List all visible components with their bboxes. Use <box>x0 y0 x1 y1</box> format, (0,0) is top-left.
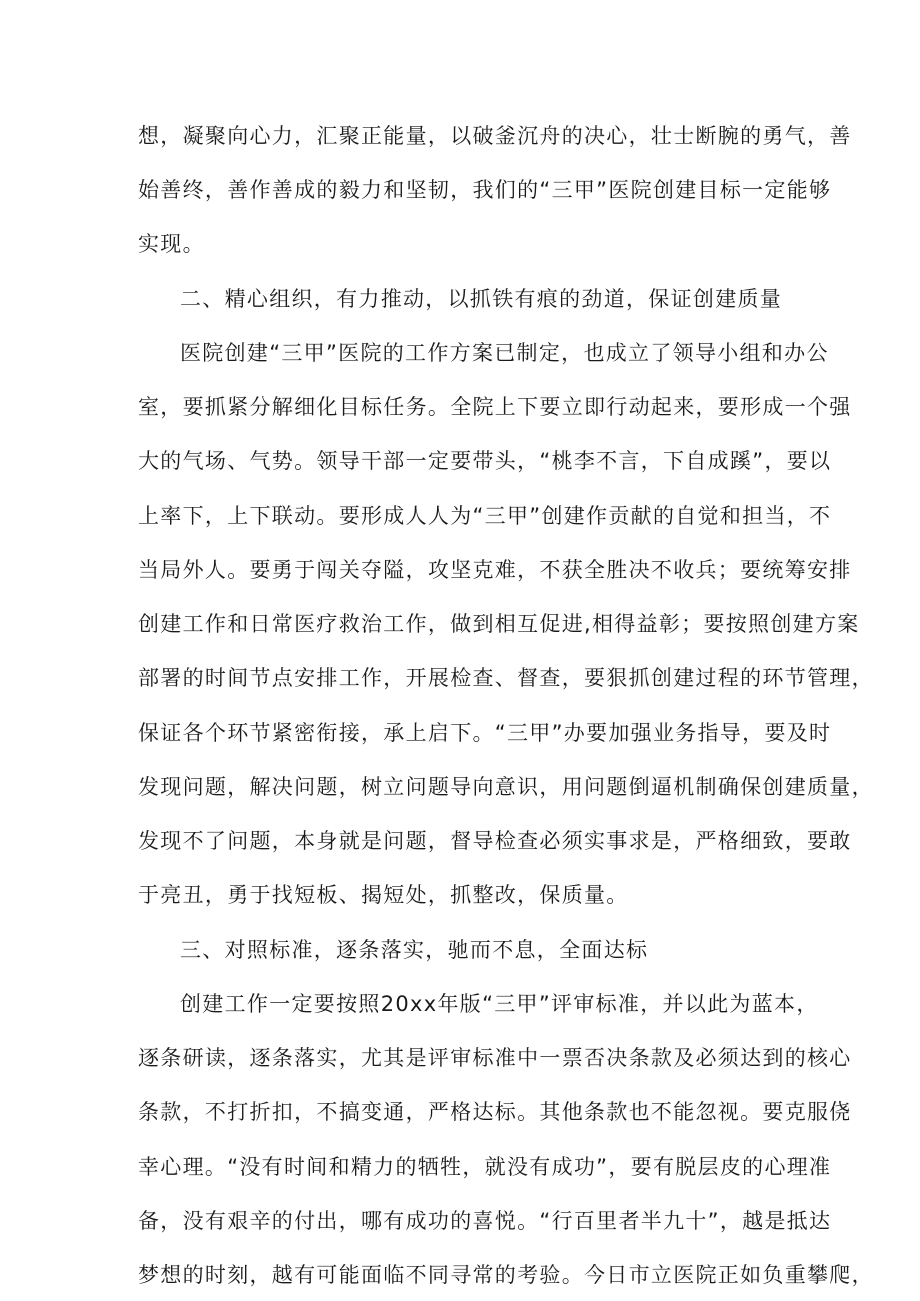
paragraph-line: 室，要抓紧分解细化目标任务。全院上下要立即行动起来，要形成一个强 <box>138 395 852 419</box>
paragraph-line: 于亮丑，勇于找短板、揭短处，抓整改，保质量。 <box>138 883 629 907</box>
paragraph-line: 梦想的时刻，越有可能面临不同寻常的考验。今日市立医院正如负重攀爬， <box>138 1263 874 1287</box>
section-heading-3: 三、对照标准，逐条落实，驰而不息，全面达标 <box>180 938 649 962</box>
paragraph-line: 条款，不打折扣，不搞变通，严格达标。其他条款也不能忽视。要克服侥 <box>138 1100 852 1124</box>
paragraph-line: 始善终，善作善成的毅力和坚韧，我们的“三甲”医院创建目标一定能够 <box>138 178 832 202</box>
paragraph-line: 上率下，上下联动。要形成人人为“三甲”创建作贡献的自觉和担当，不 <box>138 504 832 528</box>
paragraph-line: 创建工作一定要按照20xx年版“三甲”评审标准，并以此为蓝本， <box>180 992 819 1016</box>
paragraph-line: 大的气场、气势。领导干部一定要带头，“桃李不言，下自成蹊”，要以 <box>138 449 832 473</box>
paragraph-line: 备，没有艰辛的付出，哪有成功的喜悦。“行百里者半九十”，越是抵达 <box>138 1209 832 1233</box>
paragraph-line: 发现问题，解决问题，树立问题导向意识，用问题倒逼机制确保创建质量， <box>138 775 874 799</box>
paragraph-line: 保证各个环节紧密衔接，承上启下。“三甲”办要加强业务指导，要及时 <box>138 721 832 745</box>
paragraph-line: 当局外人。要勇于闯关夺隘，攻坚克难，不获全胜决不收兵；要统筹安排 <box>138 558 852 582</box>
paragraph-line: 实现。 <box>138 232 205 256</box>
paragraph-line: 逐条研读，逐条落实，尤其是评审标准中一票否决条款及必须达到的核心 <box>138 1046 852 1070</box>
paragraph-line: 医院创建“三甲”医院的工作方案已制定，也成立了领导小组和办公 <box>180 341 829 365</box>
paragraph-line: 想，凝聚向心力，汇聚正能量，以破釜沉舟的决心，壮士断腕的勇气，善 <box>138 124 852 148</box>
paragraph-line: 部署的时间节点安排工作，开展检查、督查，要狠抓创建过程的环节管理， <box>138 666 874 690</box>
paragraph-line: 发现不了问题，本身就是问题，督导检查必须实事求是，严格细致，要敢 <box>138 829 852 853</box>
section-heading-2: 二、精心组织，有力推动，以抓铁有痕的劲道，保证创建质量 <box>180 287 783 311</box>
paragraph-line: 创建工作和日常医疗救治工作，做到相互促进,相得益彰；要按照创建方案 <box>138 612 860 636</box>
paragraph-line: 幸心理。“没有时间和精力的牺牲，就没有成功”，要有脱层皮的心理准 <box>138 1155 832 1179</box>
